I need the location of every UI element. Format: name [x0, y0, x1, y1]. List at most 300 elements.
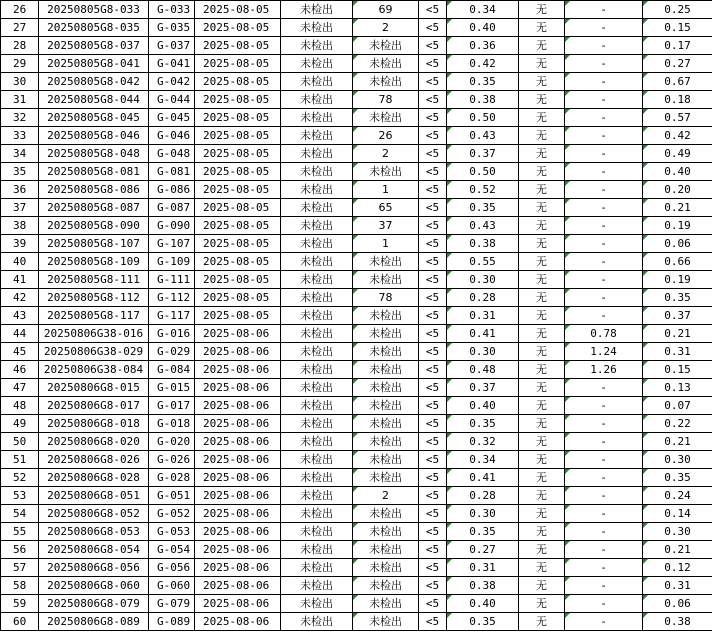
table-row [1, 19, 712, 37]
value-2-cell: 1.24 [565, 343, 643, 361]
date-cell: 2025-08-06 [195, 433, 281, 451]
value-1-cell: 0.35 [447, 613, 519, 631]
table-row [1, 253, 712, 271]
table-row [1, 1, 712, 19]
sample-code-cell: 20250806G8-051 [39, 487, 149, 505]
result-1-cell: 未检出 [281, 361, 353, 379]
table-row [1, 415, 712, 433]
sample-id-cell: G-081 [149, 163, 195, 181]
value-2-cell: - [565, 487, 643, 505]
result-2-cell: 69 [353, 1, 419, 19]
none-cell: 无 [519, 127, 565, 145]
result-2-cell: 未检出 [353, 37, 419, 55]
value-2-cell: - [565, 541, 643, 559]
result-1-cell: 未检出 [281, 91, 353, 109]
none-cell: 无 [519, 523, 565, 541]
limit-cell: <5 [419, 343, 447, 361]
sample-id-cell: G-079 [149, 595, 195, 613]
limit-cell: <5 [419, 199, 447, 217]
result-1-cell: 未检出 [281, 433, 353, 451]
sample-id-cell: G-016 [149, 325, 195, 343]
date-cell: 2025-08-06 [195, 379, 281, 397]
row-number-cell: 48 [1, 397, 39, 415]
none-cell: 无 [519, 325, 565, 343]
limit-cell: <5 [419, 109, 447, 127]
date-cell: 2025-08-05 [195, 145, 281, 163]
row-number-cell: 51 [1, 451, 39, 469]
none-cell: 无 [519, 487, 565, 505]
value-2-cell: - [565, 451, 643, 469]
limit-cell: <5 [419, 163, 447, 181]
limit-cell: <5 [419, 235, 447, 253]
limit-cell: <5 [419, 523, 447, 541]
value-2-cell: 0.78 [565, 325, 643, 343]
value-1-cell: 0.55 [447, 253, 519, 271]
result-2-cell: 未检出 [353, 451, 419, 469]
result-2-cell: 2 [353, 145, 419, 163]
table-row [1, 127, 712, 145]
value-2-cell: - [565, 559, 643, 577]
value-1-cell: 0.38 [447, 91, 519, 109]
limit-cell: <5 [419, 541, 447, 559]
none-cell: 无 [519, 289, 565, 307]
sample-id-cell: G-041 [149, 55, 195, 73]
table-row [1, 217, 712, 235]
sample-code-cell: 20250806G8-056 [39, 559, 149, 577]
value-2-cell: - [565, 505, 643, 523]
sample-id-cell: G-046 [149, 127, 195, 145]
none-cell: 无 [519, 253, 565, 271]
value-2-cell: - [565, 289, 643, 307]
value-3-cell: 0.57 [643, 109, 712, 127]
sample-code-cell: 20250806G8-026 [39, 451, 149, 469]
sample-code-cell: 20250806G8-060 [39, 577, 149, 595]
table-row [1, 37, 712, 55]
result-2-cell: 37 [353, 217, 419, 235]
table-row [1, 469, 712, 487]
limit-cell: <5 [419, 289, 447, 307]
date-cell: 2025-08-05 [195, 37, 281, 55]
result-1-cell: 未检出 [281, 145, 353, 163]
result-1-cell: 未检出 [281, 415, 353, 433]
value-3-cell: 0.21 [643, 541, 712, 559]
sample-code-cell: 20250806G8-028 [39, 469, 149, 487]
none-cell: 无 [519, 415, 565, 433]
result-1-cell: 未检出 [281, 487, 353, 505]
value-3-cell: 0.30 [643, 523, 712, 541]
none-cell: 无 [519, 145, 565, 163]
limit-cell: <5 [419, 127, 447, 145]
sample-id-cell: G-084 [149, 361, 195, 379]
result-1-cell: 未检出 [281, 307, 353, 325]
none-cell: 无 [519, 397, 565, 415]
sample-id-cell: G-029 [149, 343, 195, 361]
row-number-cell: 42 [1, 289, 39, 307]
sample-id-cell: G-111 [149, 271, 195, 289]
value-1-cell: 0.38 [447, 235, 519, 253]
value-2-cell: - [565, 163, 643, 181]
value-1-cell: 0.37 [447, 379, 519, 397]
limit-cell: <5 [419, 487, 447, 505]
date-cell: 2025-08-05 [195, 19, 281, 37]
value-1-cell: 0.31 [447, 559, 519, 577]
value-2-cell: - [565, 217, 643, 235]
result-2-cell: 65 [353, 199, 419, 217]
result-2-cell: 2 [353, 487, 419, 505]
result-2-cell: 未检出 [353, 307, 419, 325]
value-3-cell: 0.17 [643, 37, 712, 55]
none-cell: 无 [519, 91, 565, 109]
sample-code-cell: 20250806G8-018 [39, 415, 149, 433]
value-1-cell: 0.40 [447, 397, 519, 415]
row-number-cell: 56 [1, 541, 39, 559]
result-2-cell: 未检出 [353, 379, 419, 397]
result-1-cell: 未检出 [281, 613, 353, 631]
date-cell: 2025-08-06 [195, 361, 281, 379]
value-2-cell: - [565, 235, 643, 253]
date-cell: 2025-08-06 [195, 577, 281, 595]
value-2-cell: - [565, 253, 643, 271]
sample-code-cell: 20250805G8-037 [39, 37, 149, 55]
sample-code-cell: 20250805G8-048 [39, 145, 149, 163]
sample-code-cell: 20250805G8-090 [39, 217, 149, 235]
sample-id-cell: G-037 [149, 37, 195, 55]
result-1-cell: 未检出 [281, 109, 353, 127]
row-number-cell: 38 [1, 217, 39, 235]
none-cell: 无 [519, 19, 565, 37]
none-cell: 无 [519, 343, 565, 361]
none-cell: 无 [519, 199, 565, 217]
limit-cell: <5 [419, 325, 447, 343]
none-cell: 无 [519, 181, 565, 199]
value-1-cell: 0.27 [447, 541, 519, 559]
none-cell: 无 [519, 163, 565, 181]
value-1-cell: 0.28 [447, 289, 519, 307]
value-2-cell: - [565, 469, 643, 487]
none-cell: 无 [519, 73, 565, 91]
value-2-cell: - [565, 397, 643, 415]
value-1-cell: 0.32 [447, 433, 519, 451]
limit-cell: <5 [419, 253, 447, 271]
value-3-cell: 0.21 [643, 433, 712, 451]
date-cell: 2025-08-05 [195, 1, 281, 19]
sample-id-cell: G-117 [149, 307, 195, 325]
sample-id-cell: G-052 [149, 505, 195, 523]
result-1-cell: 未检出 [281, 19, 353, 37]
row-number-cell: 35 [1, 163, 39, 181]
result-1-cell: 未检出 [281, 289, 353, 307]
value-1-cell: 0.40 [447, 19, 519, 37]
limit-cell: <5 [419, 307, 447, 325]
sample-id-cell: G-087 [149, 199, 195, 217]
value-2-cell: - [565, 613, 643, 631]
table-row [1, 397, 712, 415]
row-number-cell: 41 [1, 271, 39, 289]
row-number-cell: 55 [1, 523, 39, 541]
value-2-cell: - [565, 109, 643, 127]
table-row [1, 433, 712, 451]
none-cell: 无 [519, 1, 565, 19]
sample-code-cell: 20250805G8-042 [39, 73, 149, 91]
row-number-cell: 53 [1, 487, 39, 505]
sample-id-cell: G-086 [149, 181, 195, 199]
row-number-cell: 40 [1, 253, 39, 271]
value-3-cell: 0.67 [643, 73, 712, 91]
row-number-cell: 30 [1, 73, 39, 91]
result-2-cell: 未检出 [353, 73, 419, 91]
value-1-cell: 0.41 [447, 325, 519, 343]
row-number-cell: 50 [1, 433, 39, 451]
none-cell: 无 [519, 433, 565, 451]
result-1-cell: 未检出 [281, 523, 353, 541]
value-3-cell: 0.49 [643, 145, 712, 163]
limit-cell: <5 [419, 55, 447, 73]
result-1-cell: 未检出 [281, 559, 353, 577]
row-number-cell: 60 [1, 613, 39, 631]
result-1-cell: 未检出 [281, 73, 353, 91]
result-2-cell: 未检出 [353, 541, 419, 559]
sample-code-cell: 20250805G8-109 [39, 253, 149, 271]
result-1-cell: 未检出 [281, 55, 353, 73]
value-2-cell: - [565, 1, 643, 19]
row-number-cell: 44 [1, 325, 39, 343]
result-2-cell: 未检出 [353, 523, 419, 541]
row-number-cell: 59 [1, 595, 39, 613]
date-cell: 2025-08-05 [195, 289, 281, 307]
sample-code-cell: 20250806G8-015 [39, 379, 149, 397]
date-cell: 2025-08-06 [195, 451, 281, 469]
value-2-cell: - [565, 307, 643, 325]
sample-code-cell: 20250806G8-054 [39, 541, 149, 559]
sample-code-cell: 20250805G8-045 [39, 109, 149, 127]
table-row [1, 577, 712, 595]
result-1-cell: 未检出 [281, 271, 353, 289]
limit-cell: <5 [419, 181, 447, 199]
result-1-cell: 未检出 [281, 469, 353, 487]
result-1-cell: 未检出 [281, 379, 353, 397]
result-1-cell: 未检出 [281, 253, 353, 271]
value-3-cell: 0.66 [643, 253, 712, 271]
date-cell: 2025-08-06 [195, 595, 281, 613]
row-number-cell: 32 [1, 109, 39, 127]
limit-cell: <5 [419, 361, 447, 379]
value-1-cell: 0.30 [447, 343, 519, 361]
value-2-cell: - [565, 523, 643, 541]
result-2-cell: 未检出 [353, 613, 419, 631]
row-number-cell: 45 [1, 343, 39, 361]
limit-cell: <5 [419, 217, 447, 235]
result-2-cell: 未检出 [353, 433, 419, 451]
date-cell: 2025-08-06 [195, 613, 281, 631]
limit-cell: <5 [419, 271, 447, 289]
sample-code-cell: 20250805G8-081 [39, 163, 149, 181]
value-1-cell: 0.35 [447, 199, 519, 217]
date-cell: 2025-08-05 [195, 271, 281, 289]
result-1-cell: 未检出 [281, 325, 353, 343]
date-cell: 2025-08-05 [195, 307, 281, 325]
value-3-cell: 0.19 [643, 271, 712, 289]
sample-id-cell: G-090 [149, 217, 195, 235]
sample-code-cell: 20250806G8-052 [39, 505, 149, 523]
row-number-cell: 39 [1, 235, 39, 253]
result-2-cell: 78 [353, 91, 419, 109]
sample-code-cell: 20250805G8-041 [39, 55, 149, 73]
sample-id-cell: G-109 [149, 253, 195, 271]
sample-id-cell: G-044 [149, 91, 195, 109]
table-row [1, 487, 712, 505]
value-3-cell: 0.15 [643, 19, 712, 37]
table-row [1, 541, 712, 559]
limit-cell: <5 [419, 37, 447, 55]
result-2-cell: 未检出 [353, 559, 419, 577]
none-cell: 无 [519, 505, 565, 523]
value-1-cell: 0.50 [447, 109, 519, 127]
date-cell: 2025-08-06 [195, 325, 281, 343]
none-cell: 无 [519, 469, 565, 487]
value-2-cell: - [565, 73, 643, 91]
table-row [1, 73, 712, 91]
date-cell: 2025-08-05 [195, 217, 281, 235]
sample-id-cell: G-035 [149, 19, 195, 37]
result-2-cell: 未检出 [353, 595, 419, 613]
result-2-cell: 未检出 [353, 163, 419, 181]
result-2-cell: 未检出 [353, 577, 419, 595]
none-cell: 无 [519, 379, 565, 397]
sample-id-cell: G-053 [149, 523, 195, 541]
sample-id-cell: G-054 [149, 541, 195, 559]
sample-id-cell: G-045 [149, 109, 195, 127]
limit-cell: <5 [419, 505, 447, 523]
sample-code-cell: 20250806G8-079 [39, 595, 149, 613]
table-row [1, 163, 712, 181]
none-cell: 无 [519, 37, 565, 55]
result-2-cell: 未检出 [353, 505, 419, 523]
value-2-cell: - [565, 271, 643, 289]
result-1-cell: 未检出 [281, 505, 353, 523]
date-cell: 2025-08-05 [195, 253, 281, 271]
value-1-cell: 0.35 [447, 415, 519, 433]
result-1-cell: 未检出 [281, 397, 353, 415]
value-2-cell: - [565, 577, 643, 595]
value-3-cell: 0.31 [643, 577, 712, 595]
date-cell: 2025-08-05 [195, 109, 281, 127]
result-1-cell: 未检出 [281, 127, 353, 145]
value-3-cell: 0.14 [643, 505, 712, 523]
result-2-cell: 2 [353, 19, 419, 37]
none-cell: 无 [519, 109, 565, 127]
date-cell: 2025-08-06 [195, 541, 281, 559]
result-2-cell: 1 [353, 181, 419, 199]
value-1-cell: 0.30 [447, 505, 519, 523]
value-2-cell: - [565, 181, 643, 199]
value-2-cell: - [565, 91, 643, 109]
result-2-cell: 未检出 [353, 55, 419, 73]
value-3-cell: 0.27 [643, 55, 712, 73]
row-number-cell: 57 [1, 559, 39, 577]
row-number-cell: 26 [1, 1, 39, 19]
sample-code-cell: 20250805G8-086 [39, 181, 149, 199]
value-3-cell: 0.06 [643, 235, 712, 253]
value-1-cell: 0.42 [447, 55, 519, 73]
table-row [1, 343, 712, 361]
row-number-cell: 33 [1, 127, 39, 145]
none-cell: 无 [519, 235, 565, 253]
table-row [1, 361, 712, 379]
value-1-cell: 0.35 [447, 73, 519, 91]
results-table-body [1, 1, 712, 631]
result-1-cell: 未检出 [281, 37, 353, 55]
table-row [1, 613, 712, 631]
result-2-cell: 未检出 [353, 415, 419, 433]
sample-id-cell: G-107 [149, 235, 195, 253]
sample-code-cell: 20250806G8-017 [39, 397, 149, 415]
value-1-cell: 0.48 [447, 361, 519, 379]
limit-cell: <5 [419, 433, 447, 451]
none-cell: 无 [519, 361, 565, 379]
sample-id-cell: G-020 [149, 433, 195, 451]
result-2-cell: 未检出 [353, 397, 419, 415]
result-1-cell: 未检出 [281, 1, 353, 19]
value-1-cell: 0.28 [447, 487, 519, 505]
sample-id-cell: G-060 [149, 577, 195, 595]
limit-cell: <5 [419, 595, 447, 613]
limit-cell: <5 [419, 91, 447, 109]
sample-code-cell: 20250805G8-107 [39, 235, 149, 253]
result-2-cell: 未检出 [353, 469, 419, 487]
date-cell: 2025-08-06 [195, 469, 281, 487]
value-3-cell: 0.35 [643, 469, 712, 487]
table-row [1, 145, 712, 163]
value-3-cell: 0.15 [643, 361, 712, 379]
value-1-cell: 0.50 [447, 163, 519, 181]
value-1-cell: 0.52 [447, 181, 519, 199]
result-2-cell: 未检出 [353, 109, 419, 127]
table-row [1, 289, 712, 307]
sample-id-cell: G-015 [149, 379, 195, 397]
value-1-cell: 0.41 [447, 469, 519, 487]
value-3-cell: 0.19 [643, 217, 712, 235]
value-1-cell: 0.34 [447, 1, 519, 19]
sample-id-cell: G-042 [149, 73, 195, 91]
row-number-cell: 46 [1, 361, 39, 379]
value-3-cell: 0.25 [643, 1, 712, 19]
table-row [1, 505, 712, 523]
result-1-cell: 未检出 [281, 541, 353, 559]
result-1-cell: 未检出 [281, 235, 353, 253]
sample-code-cell: 20250805G8-112 [39, 289, 149, 307]
value-3-cell: 0.07 [643, 397, 712, 415]
sample-id-cell: G-026 [149, 451, 195, 469]
table-row [1, 181, 712, 199]
value-3-cell: 0.21 [643, 325, 712, 343]
value-3-cell: 0.38 [643, 613, 712, 631]
row-number-cell: 47 [1, 379, 39, 397]
date-cell: 2025-08-06 [195, 505, 281, 523]
limit-cell: <5 [419, 19, 447, 37]
value-3-cell: 0.35 [643, 289, 712, 307]
table-row [1, 271, 712, 289]
value-3-cell: 0.12 [643, 559, 712, 577]
sample-code-cell: 20250806G8-053 [39, 523, 149, 541]
sample-id-cell: G-028 [149, 469, 195, 487]
result-2-cell: 1 [353, 235, 419, 253]
value-2-cell: - [565, 127, 643, 145]
value-3-cell: 0.13 [643, 379, 712, 397]
sample-code-cell: 20250805G8-033 [39, 1, 149, 19]
none-cell: 无 [519, 307, 565, 325]
value-1-cell: 0.38 [447, 577, 519, 595]
sample-code-cell: 20250805G8-111 [39, 271, 149, 289]
